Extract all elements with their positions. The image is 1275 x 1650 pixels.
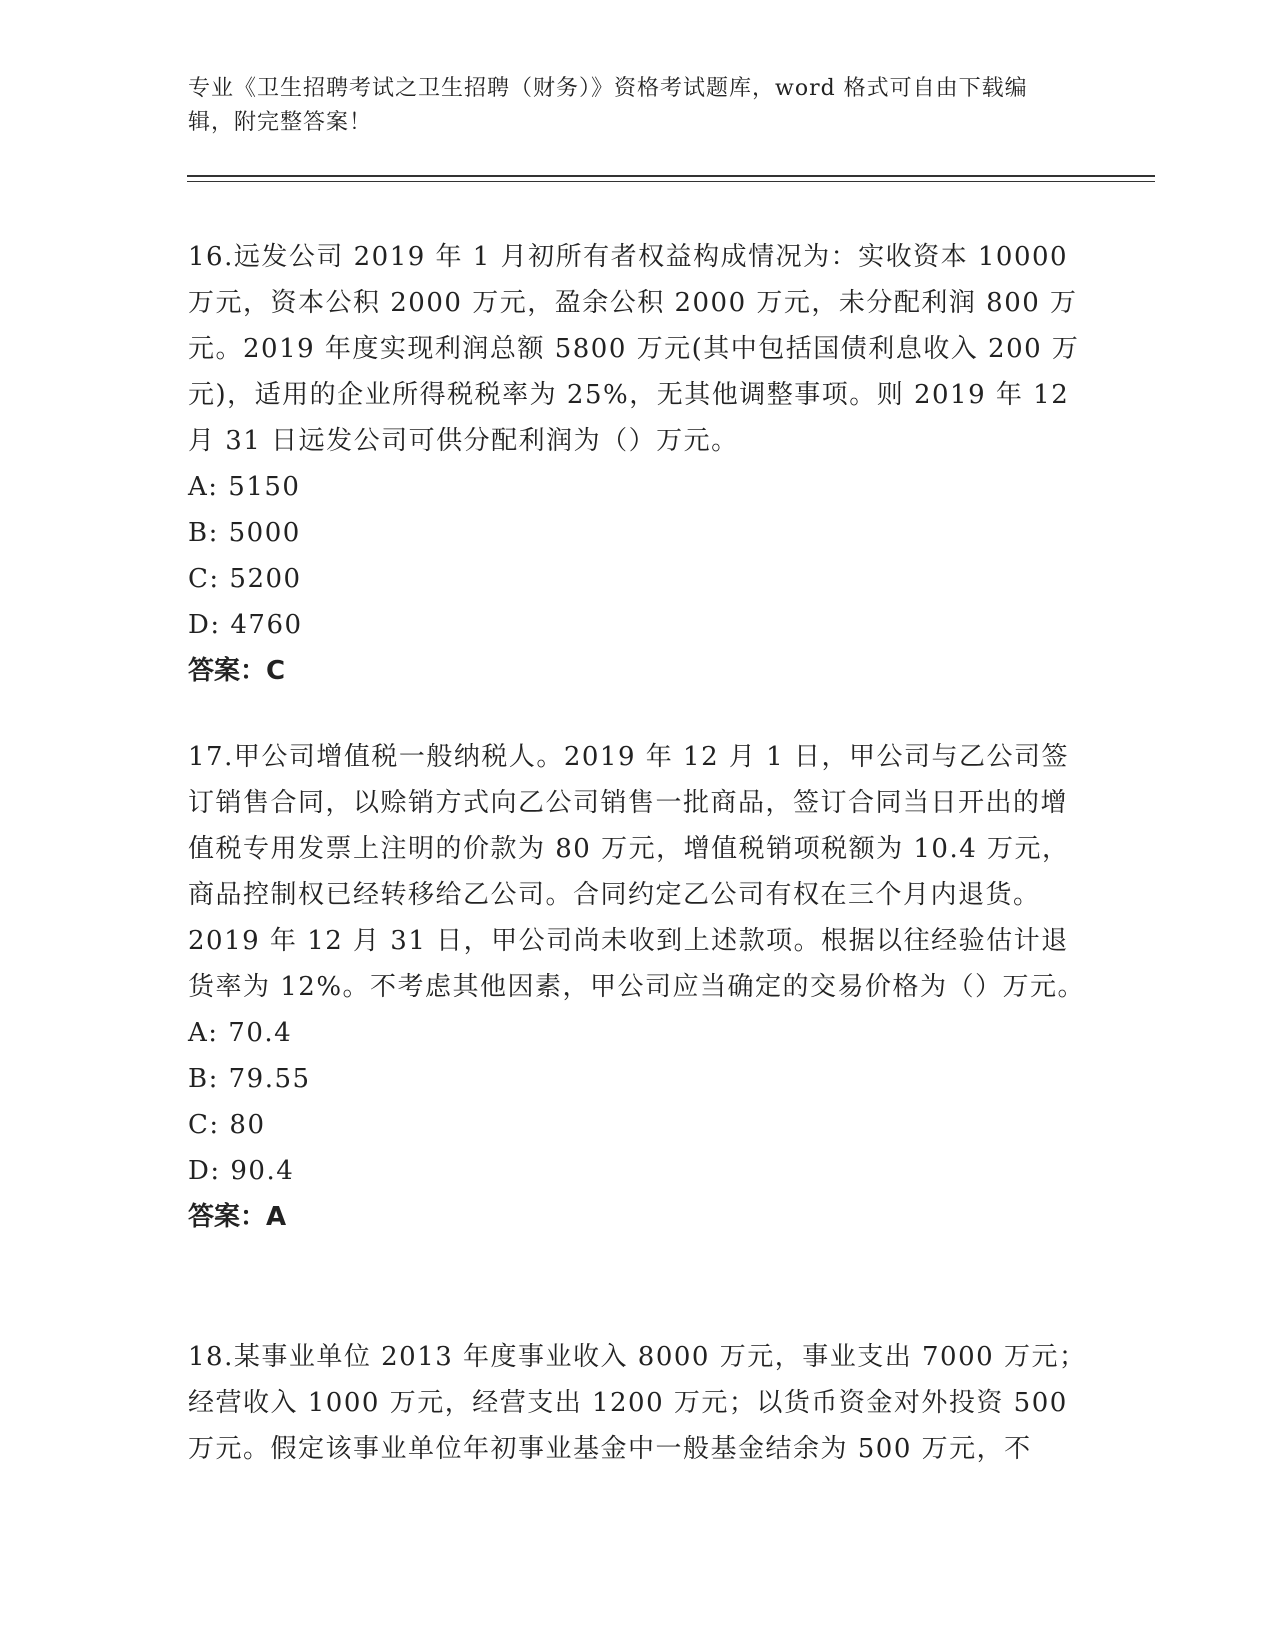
option-b: B: 79.55 [188, 1064, 311, 1094]
option-d: D: 4760 [188, 610, 303, 640]
answer-label: 答案：C [188, 656, 286, 686]
option-a: A: 5150 [188, 472, 301, 502]
question-text: 16.远发公司 2019 年 1 月初所有者权益构成情况为：实收资本 10000 万元，资本公积 2000 万元，盈余公积 2000 万元，未分配利润 800 万元。2019 年度实现利润总额 5800 万元(其中包括国债利息收入 200 万元)，适用的企业所得税税率为 25%，无其他调整事项。则 2019 年 12 月 31 日远发公司可供分配利润为（）万元。 [188, 242, 1080, 456]
option-c: C: 80 [188, 1110, 266, 1140]
option-c: C: 5200 [188, 564, 302, 594]
header-divider-thick [187, 175, 1155, 177]
answer-label: 答案：A [188, 1202, 287, 1232]
document-intro: 专业《卫生招聘考试之卫生招聘（财务）》资格考试题库，word 格式可自由下载编辑，附完整答案！ [188, 76, 1028, 135]
question-text: 18.某事业单位 2013 年度事业收入 8000 万元，事业支出 7000 万元；经营收入 1000 万元，经营支出 1200 万元；以货币资金对外投资 500 万元。假定该事业单位年初事业基金中一般基金结余为 500 万元，不 [188, 1342, 1087, 1464]
option-b: B: 5000 [188, 518, 301, 548]
question-17 [188, 734, 1088, 1240]
question-16 [188, 234, 1088, 694]
question-18 [188, 1334, 1088, 1472]
question-text: 17.甲公司增值税一般纳税人。2019 年 12 月 1 日，甲公司与乙公司签订销售合同，以赊销方式向乙公司销售一批商品，签订合同当日开出的增值税专用发票上注明的价款为 80 万元，增值税销项税额为 10.4 万元，商品控制权已经转移给乙公司。合同约定乙公司有权在三个月内退货。2019 年 12 月 31 日，甲公司尚未收到上述款项。根据以往经验估计退货率为 12%。不考虑其他因素，甲公司应当确定的交易价格为（）万元。 [188, 742, 1086, 1002]
header-divider-thin [187, 181, 1155, 182]
option-d: D: 90.4 [188, 1156, 295, 1186]
option-a: A: 70.4 [188, 1018, 293, 1048]
